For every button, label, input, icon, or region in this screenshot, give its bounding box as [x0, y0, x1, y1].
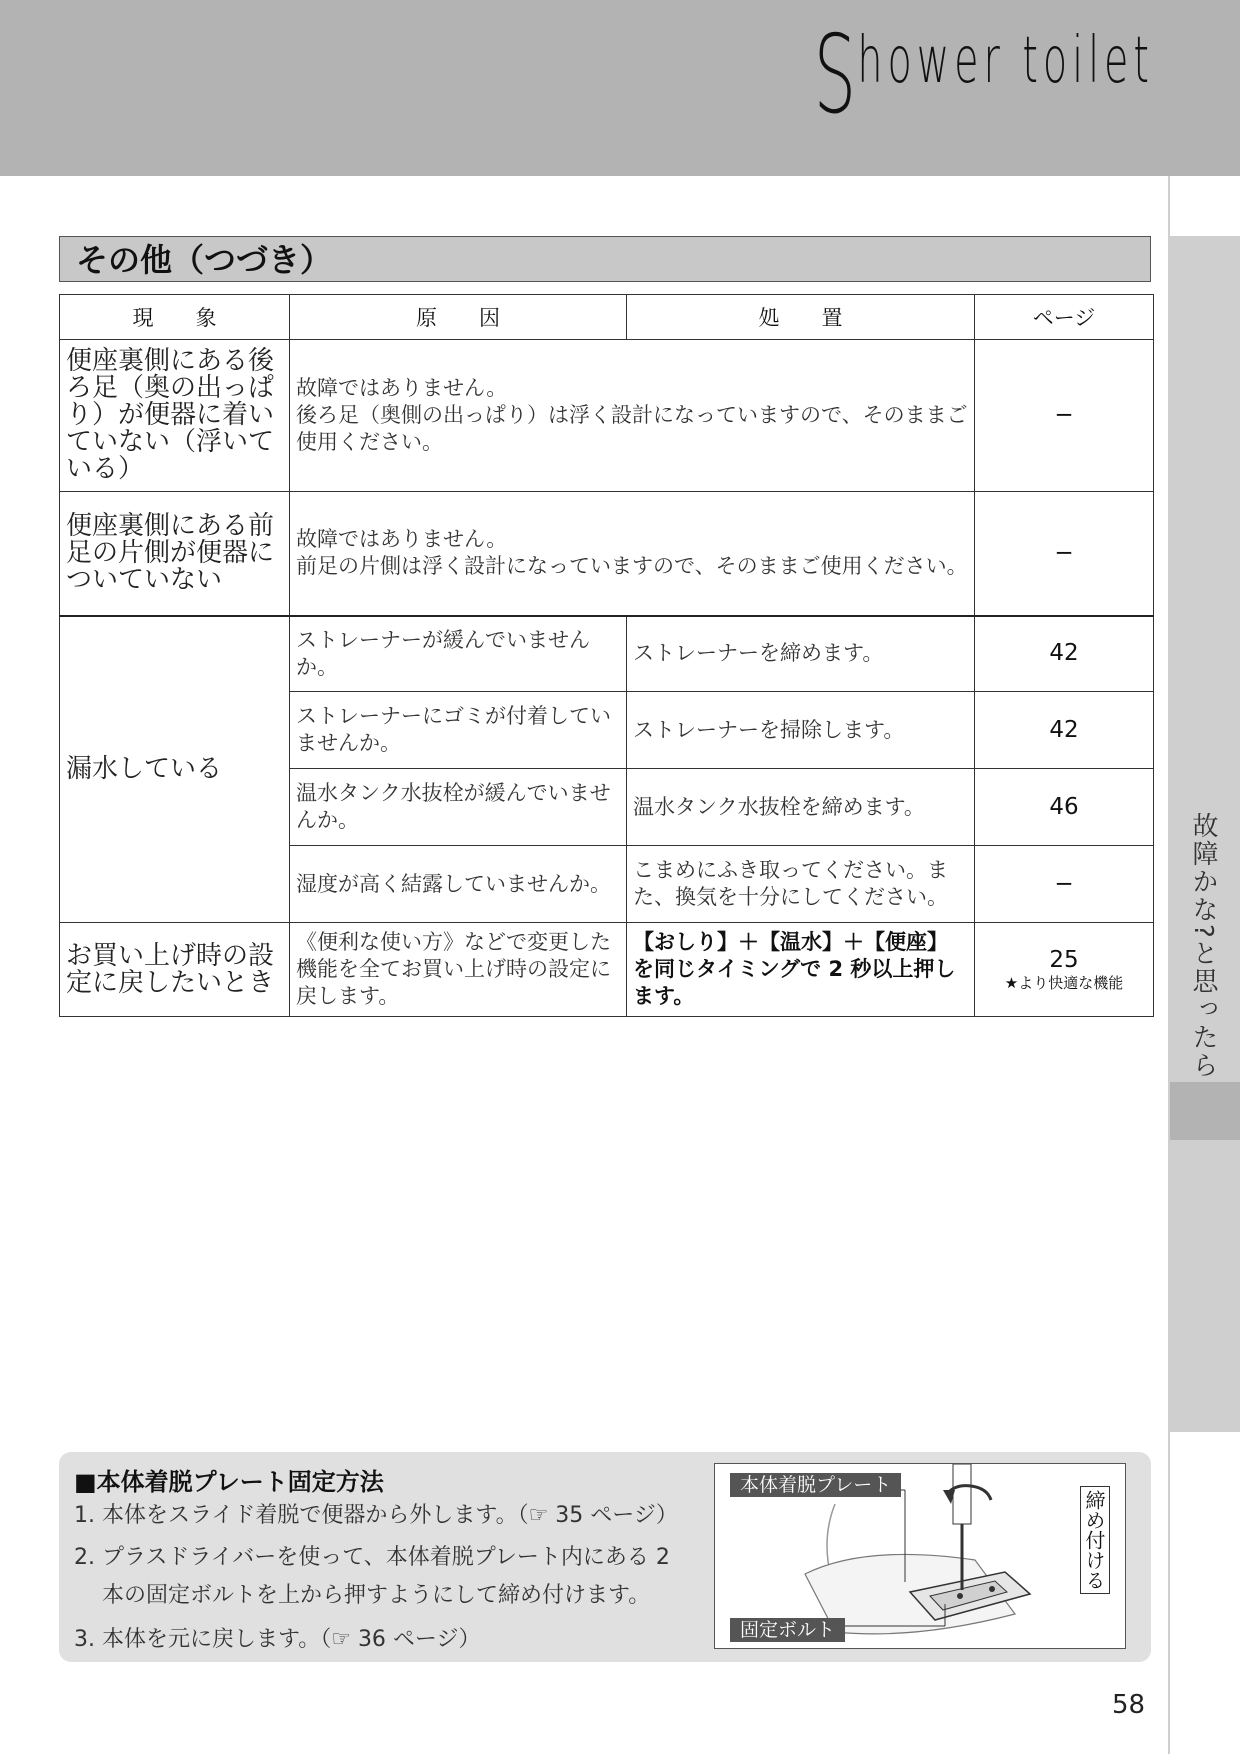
- side-tab-marker: [1170, 1082, 1240, 1140]
- symptom-cell: 漏水している: [60, 616, 290, 923]
- step-3: 3. 本体を元に戻します。（☞ 36 ページ）: [74, 1627, 481, 1652]
- page-cell: −: [975, 340, 1154, 492]
- cause-text: 故障ではありません。: [296, 527, 508, 552]
- page-cell: −: [975, 846, 1154, 923]
- header-symptom: 現 象: [60, 295, 290, 340]
- table-header-row: [60, 295, 1154, 340]
- step-1: 1. 本体をスライド着脱で便器から外します。（☞ 35 ページ）: [74, 1503, 678, 1528]
- remedy-cell: ストレーナーを締めます。: [627, 616, 975, 692]
- page-number: 58: [1112, 1690, 1146, 1720]
- header-cause: 原 因: [290, 295, 627, 340]
- page-cell: −: [975, 492, 1154, 616]
- label-bolt: 固定ボルト: [730, 1618, 845, 1642]
- table-row: [60, 923, 1154, 1017]
- plate-fix-title: ■本体着脱プレート固定方法: [74, 1468, 384, 1496]
- cause-cell: 温水タンク水抜栓が緩んでいませんか。: [290, 769, 627, 846]
- symptom-cell: お買い上げ時の設定に戻したいとき: [60, 923, 290, 1017]
- table-row: [60, 492, 1154, 616]
- remedy-text: 前足の片側は浮く設計になっていますので、そのままご使用ください。: [296, 554, 968, 579]
- cause-cell: ストレーナーが緩んでいませんか。: [290, 616, 627, 692]
- header-remedy: 処 置: [627, 295, 975, 340]
- step-2-cont: 本の固定ボルトを上から押すようにして締め付けます。: [102, 1583, 651, 1608]
- side-tab-label: 故障かな?と思ったら: [1188, 812, 1218, 1080]
- cause-remedy-cell: [290, 340, 975, 492]
- page-cell: 46: [975, 769, 1154, 846]
- remedy-cell: ストレーナーを掃除します。: [627, 692, 975, 769]
- brand-logo: Shower toilet: [813, 13, 1154, 138]
- page-cell: [975, 923, 1154, 1017]
- label-tighten: 締め付ける: [1080, 1486, 1110, 1594]
- cause-text: 故障ではありません。: [296, 376, 508, 400]
- table-row: [60, 616, 1154, 692]
- step-2: 2. プラスドライバーを使って、本体着脱プレート内にある 2: [74, 1545, 670, 1570]
- remedy-cell: 【おしり】＋【温水】＋【便座】を同じタイミングで 2 秒以上押します。: [627, 923, 975, 1017]
- label-plate: 本体着脱プレート: [730, 1473, 901, 1497]
- remedy-cell: こまめにふき取ってください。また、換気を十分にしてください。: [627, 846, 975, 923]
- page-number-text: 25: [1049, 947, 1079, 973]
- symptom-cell: 便座裏側にある前足の片側が便器についていない: [60, 492, 290, 616]
- page-cell: 42: [975, 616, 1154, 692]
- remedy-text: 後ろ足（奥側の出っぱり）は浮く設計になっていますので、そのままご使用ください。: [296, 403, 968, 454]
- symptom-cell: 便座裏側にある後ろ足（奥の出っぱり）が便器に着いていない（浮いている）: [60, 340, 290, 492]
- cause-cell: 《便利な使い方》などで変更した機能を全てお買い上げ時の設定に戻します。: [290, 923, 627, 1017]
- table-row: [60, 340, 1154, 492]
- cause-cell: ストレーナーにゴミが付着していませんか。: [290, 692, 627, 769]
- page-note: ★より快適な機能: [1004, 974, 1124, 992]
- page-cell: 42: [975, 692, 1154, 769]
- remedy-cell: 温水タンク水抜栓を締めます。: [627, 769, 975, 846]
- header-page: ページ: [975, 295, 1154, 340]
- cause-remedy-cell: [290, 492, 975, 616]
- troubleshooting-table: [59, 294, 1154, 1017]
- section-title: その他（つづき）: [59, 236, 1151, 282]
- cause-cell: 湿度が高く結露していませんか。: [290, 846, 627, 923]
